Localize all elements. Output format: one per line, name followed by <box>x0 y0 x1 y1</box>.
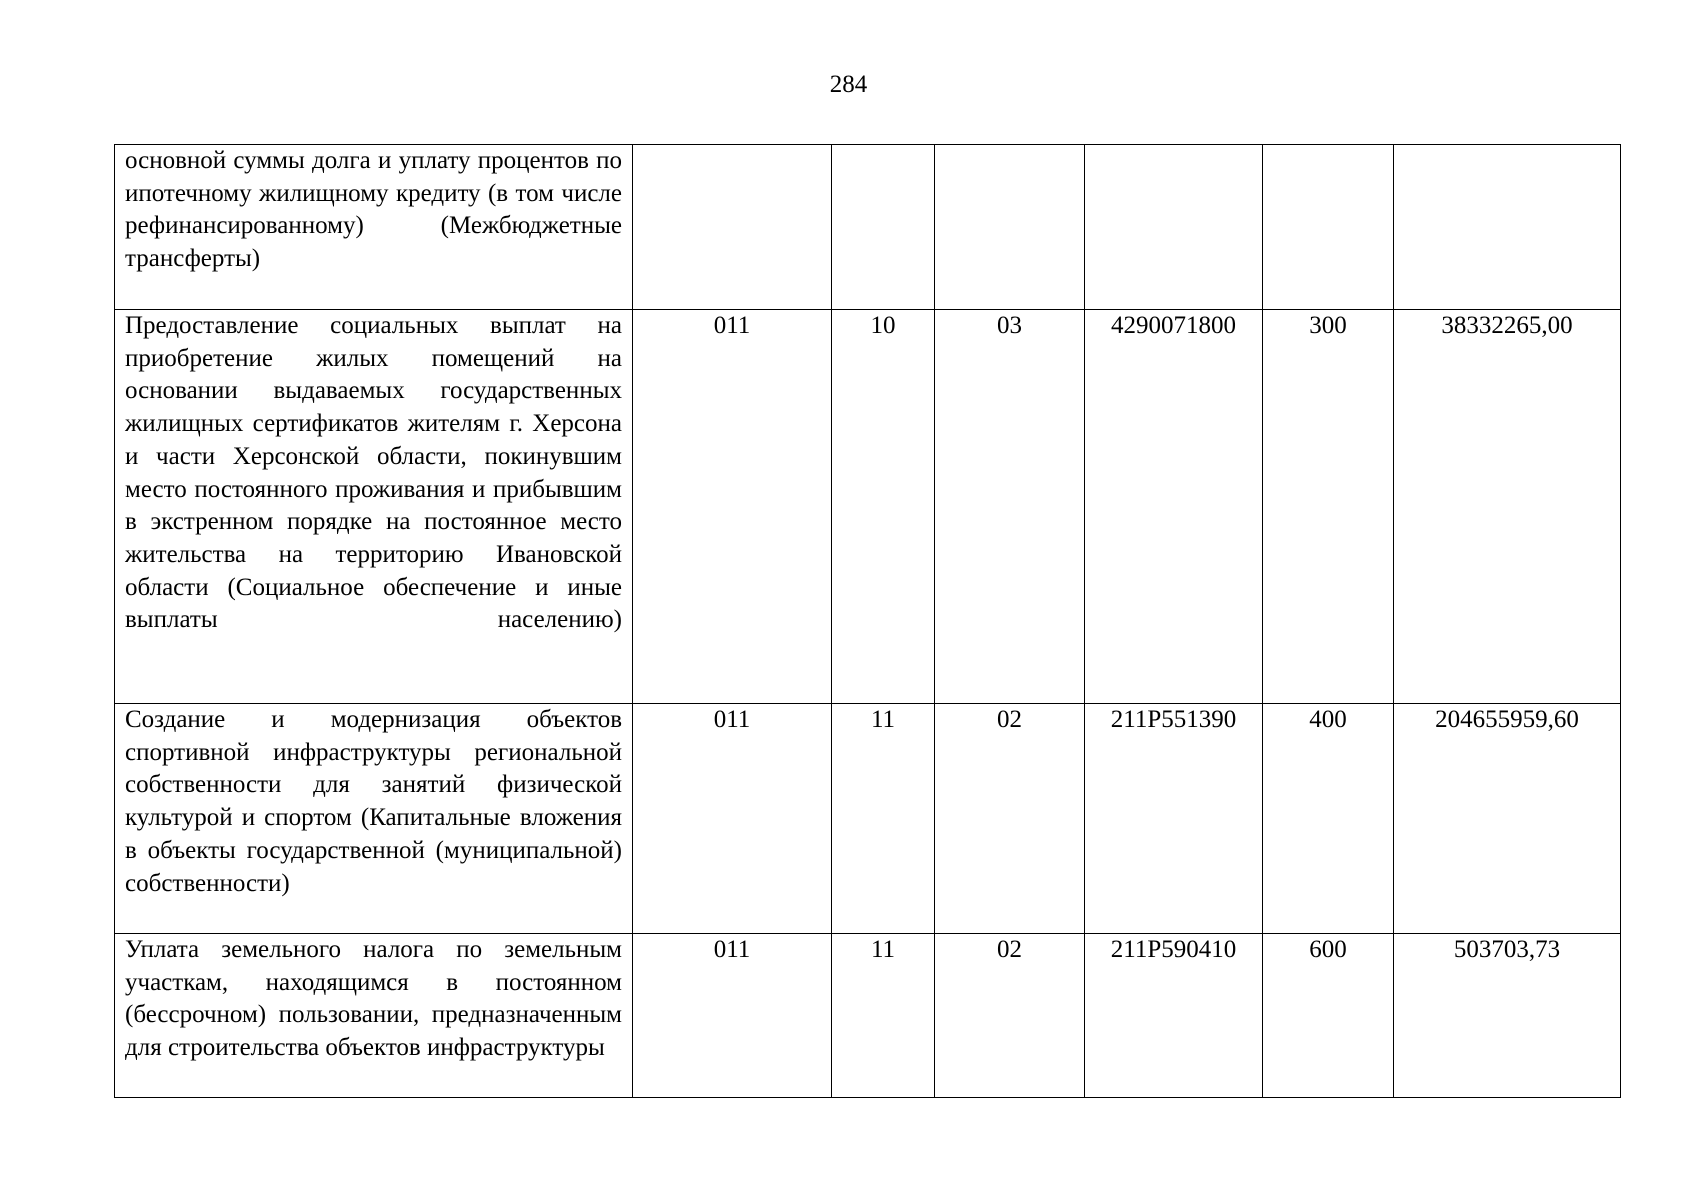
row-admin-code: 011 <box>633 310 832 704</box>
page-number: 284 <box>829 71 868 98</box>
row-target-article: 4290071800 <box>1085 310 1263 704</box>
row-expense-type: 300 <box>1263 310 1394 704</box>
row-expense-type <box>1263 145 1394 310</box>
row-amount: 38332265,00 <box>1394 310 1621 704</box>
row-amount: 204655959,60 <box>1394 704 1621 934</box>
table-row <box>115 310 1621 704</box>
row-amount <box>1394 145 1621 310</box>
budget-table <box>114 144 1621 1098</box>
table-row <box>115 704 1621 934</box>
table-row <box>115 145 1621 310</box>
row-target-article: 211P551390 <box>1085 704 1263 934</box>
row-expense-type: 600 <box>1263 934 1394 1098</box>
row-description: Уплата земельного налога по земельным участкам, находящимся в постоянном (бессрочном) пользовании, предназначенным для строительства объектов инфраструктуры <box>115 934 633 1098</box>
row-target-article <box>1085 145 1263 310</box>
row-target-article: 211P590410 <box>1085 934 1263 1098</box>
row-expense-type: 400 <box>1263 704 1394 934</box>
row-subsection: 03 <box>935 310 1085 704</box>
row-description: основной суммы долга и уплату процентов по ипотечному жилищному кредиту (в том числе рефинансированному) (Межбюджетные трансферты) <box>115 145 633 310</box>
row-admin-code: 011 <box>633 704 832 934</box>
row-admin-code: 011 <box>633 934 832 1098</box>
row-amount: 503703,73 <box>1394 934 1621 1098</box>
table-row <box>115 934 1621 1098</box>
row-section: 10 <box>832 310 935 704</box>
row-section: 11 <box>832 704 935 934</box>
row-section: 11 <box>832 934 935 1098</box>
row-subsection <box>935 145 1085 310</box>
row-description: Предоставление социальных выплат на приобретение жилых помещений на основании выдаваемых государственных жилищных сертификатов жителям г. Херсона и части Херсонской области, покинувшим место постоянного проживания и прибывшим в экстренном порядке на постоянное место жительства на территорию Ивановской области (Социальное обеспечение и иные выплаты населению) <box>115 310 633 704</box>
row-subsection: 02 <box>935 704 1085 934</box>
row-admin-code <box>633 145 832 310</box>
row-section <box>832 145 935 310</box>
row-subsection: 02 <box>935 934 1085 1098</box>
row-description: Создание и модернизация объектов спортивной инфраструктуры региональной собственности для занятий физической культурой и спортом (Капитальные вложения в объекты государственной (муниципальной) собственности) <box>115 704 633 934</box>
